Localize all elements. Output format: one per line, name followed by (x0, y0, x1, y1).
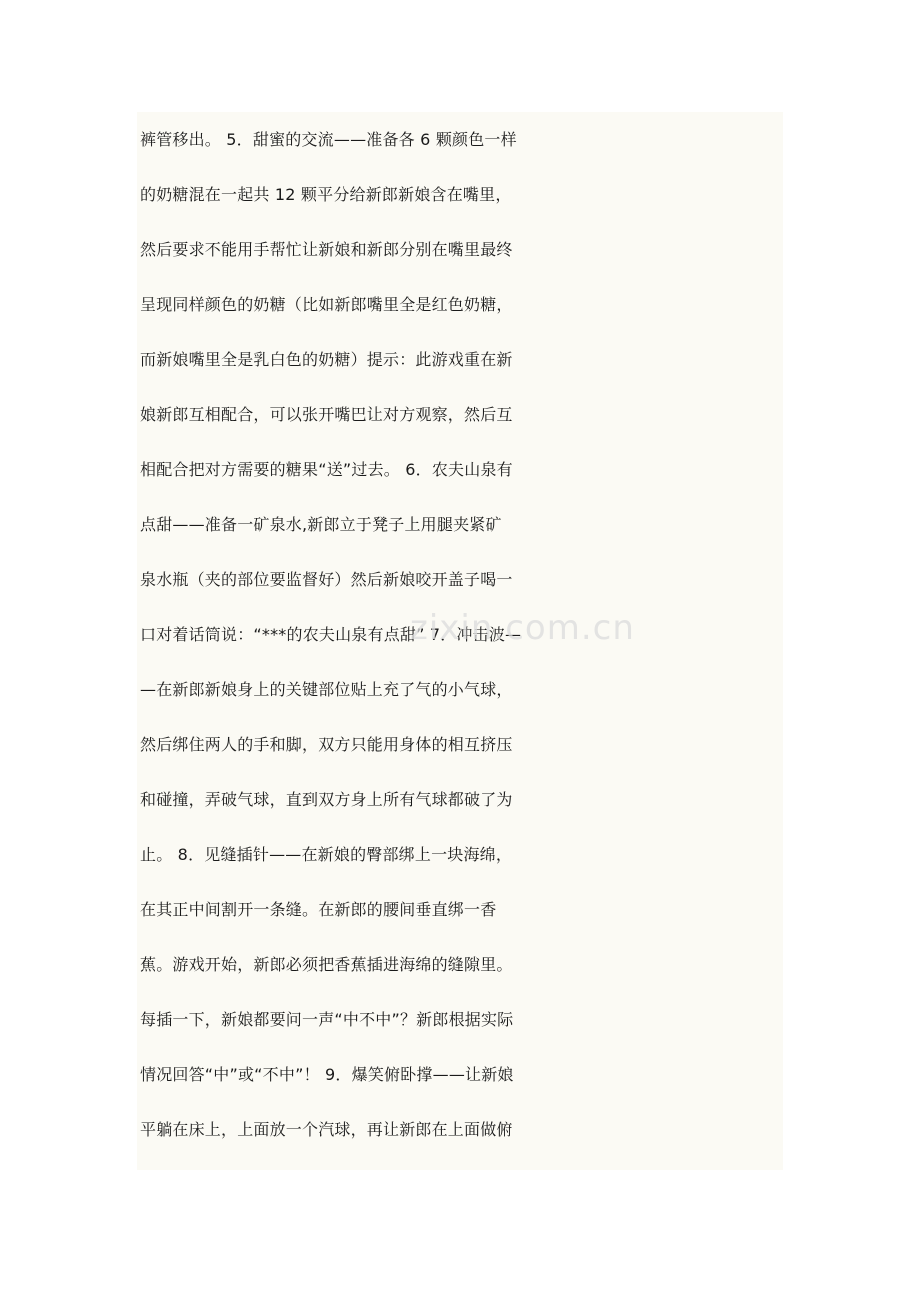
text-line-17: 每插一下，新娘都要问一声“中不中”？新郎根据实际 (140, 1010, 514, 1029)
text-line-2: 的奶糖混在一起共 12 颗平分给新郎新娘含在嘴里， (140, 185, 512, 204)
text-line-6: 娘新郎互相配合，可以张开嘴巴让对方观察，然后互 (140, 405, 513, 424)
text-line-19: 平躺在床上，上面放一个汽球，再让新郎在上面做俯 (140, 1120, 513, 1139)
text-line-8: 点甜——准备一矿泉水,新郎立于凳子上用腿夹紧矿 (140, 515, 502, 534)
text-line-4: 呈现同样颜色的奶糖（比如新郎嘴里全是红色奶糖， (140, 295, 513, 314)
text-line-5: 而新娘嘴里全是乳白色的奶糖）提示：此游戏重在新 (140, 350, 513, 369)
text-line-18: 情况回答“中”或“不中”！ 9．爆笑俯卧撑——让新娘 (140, 1065, 514, 1084)
text-line-12: 然后绑住两人的手和脚，双方只能用身体的相互挤压 (140, 735, 513, 754)
text-line-14: 止。 8．见缝插针——在新娘的臀部绑上一块海绵， (140, 845, 513, 864)
text-line-13: 和碰撞，弄破气球，直到双方身上所有气球都破了为 (140, 790, 513, 809)
text-line-9: 泉水瓶（夹的部位要监督好）然后新娘咬开盖子喝一 (140, 570, 513, 589)
text-line-15: 在其正中间割开一条缝。在新郎的腰间垂直绑一香 (140, 900, 497, 919)
text-line-3: 然后要求不能用手帮忙让新娘和新郎分别在嘴里最终 (140, 240, 513, 259)
text-line-7: 相配合把对方需要的糖果“送”过去。 6．农夫山泉有 (140, 460, 513, 479)
text-line-10: 口对着话筒说：“***的农夫山泉有点甜” 7．冲击波— (140, 625, 522, 644)
watermark: zixin.com.cn (410, 608, 635, 648)
text-line-11: —在新郎新娘身上的关键部位贴上充了气的小气球， (140, 680, 513, 699)
text-line-16: 蕉。游戏开始，新郎必须把香蕉插进海绵的缝隙里。 (140, 955, 513, 974)
text-line-1: 裤管移出。 5．甜蜜的交流——准备各 6 颗颜色一样 (140, 130, 517, 149)
